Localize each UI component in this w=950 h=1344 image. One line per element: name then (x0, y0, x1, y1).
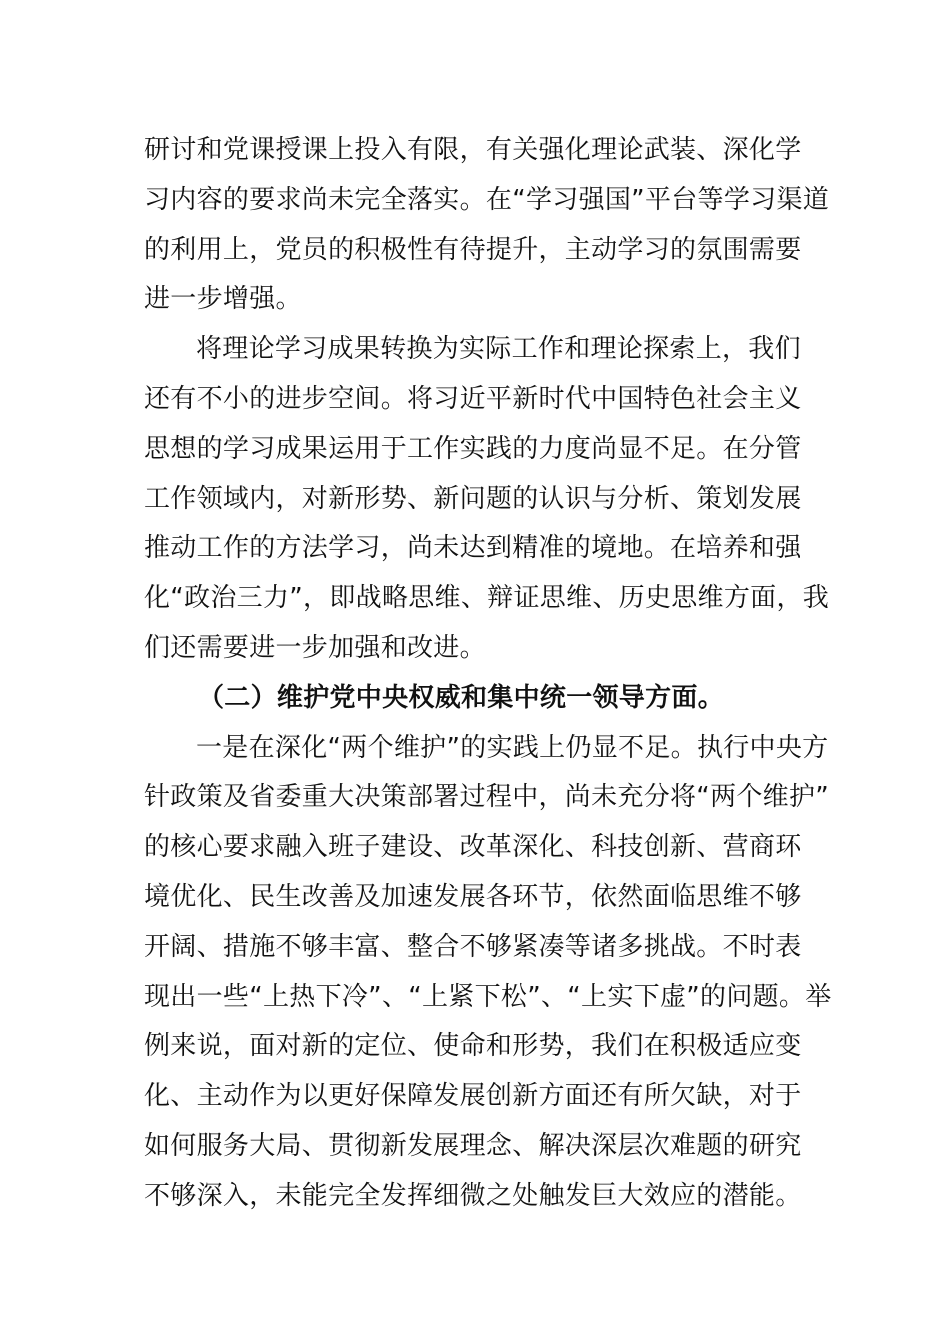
section-heading (144, 674, 809, 724)
text-line: 习内容的要求尚未完全落实。在“学习强国”平台等学习渠道 (144, 184, 830, 215)
text-line: 研讨和党课授课上投入有限，有关强化理论武装、深化学 (144, 135, 802, 165)
document-body (144, 126, 832, 1222)
text-line: 针政策及省委重大决策部署过程中，尚未充分将“两个维护” (144, 782, 830, 813)
text-line: 境优化、民生改善及加速发展各环节，依然面临思维不够 (144, 881, 802, 912)
text-line: 进一步增强。 (144, 284, 302, 315)
text-line: 如何服务大局、贯彻新发展理念、解决深层次难题的研究 (144, 1130, 802, 1161)
text-line: 们还需要进一步加强和改进。 (144, 632, 486, 663)
paragraph-3 (144, 724, 832, 1222)
text-line: 还有不小的进步空间。将习近平新时代中国特色社会主义 (144, 383, 802, 414)
text-line: 现出一些“上热下冷”、“上紧下松”、“上实下虚”的问题。举 (144, 981, 832, 1012)
text-line: 不够深入，未能完全发挥细微之处触发巨大效应的潜能。 (144, 1180, 802, 1211)
text-line: 思想的学习成果运用于工作实践的力度尚显不足。在分管 (144, 433, 802, 464)
text-line: 的核心要求融入班子建设、改革深化、科技创新、营商环 (144, 832, 802, 863)
text-line: 的利用上，党员的积极性有待提升，主动学习的氛围需要 (144, 234, 802, 265)
text-line: 工作领域内，对新形势、新问题的认识与分析、策划发展 (144, 483, 802, 514)
text-line: 开阔、措施不够丰富、整合不够紧凑等诸多挑战。不时表 (144, 931, 802, 962)
text-line: 化、主动作为以更好保障发展创新方面还有所欠缺，对于 (144, 1081, 802, 1112)
paragraph-1 (144, 126, 830, 325)
text-line: 例来说，面对新的定位、使命和形势，我们在积极适应变 (144, 1031, 802, 1062)
text-line: 推动工作的方法学习，尚未达到精准的境地。在培养和强 (144, 533, 802, 564)
section-heading-text: （二）维护党中央权威和集中统一领导方面。 (198, 682, 725, 713)
paragraph-2 (144, 325, 830, 674)
text-line: 将理论学习成果转换为实际工作和理论探索上，我们 (196, 334, 801, 365)
text-line: 一是在深化“两个维护”的实践上仍显不足。执行中央方 (196, 732, 829, 763)
text-line: 化“政治三力”，即战略思维、辩证思维、历史思维方面，我 (144, 583, 830, 614)
